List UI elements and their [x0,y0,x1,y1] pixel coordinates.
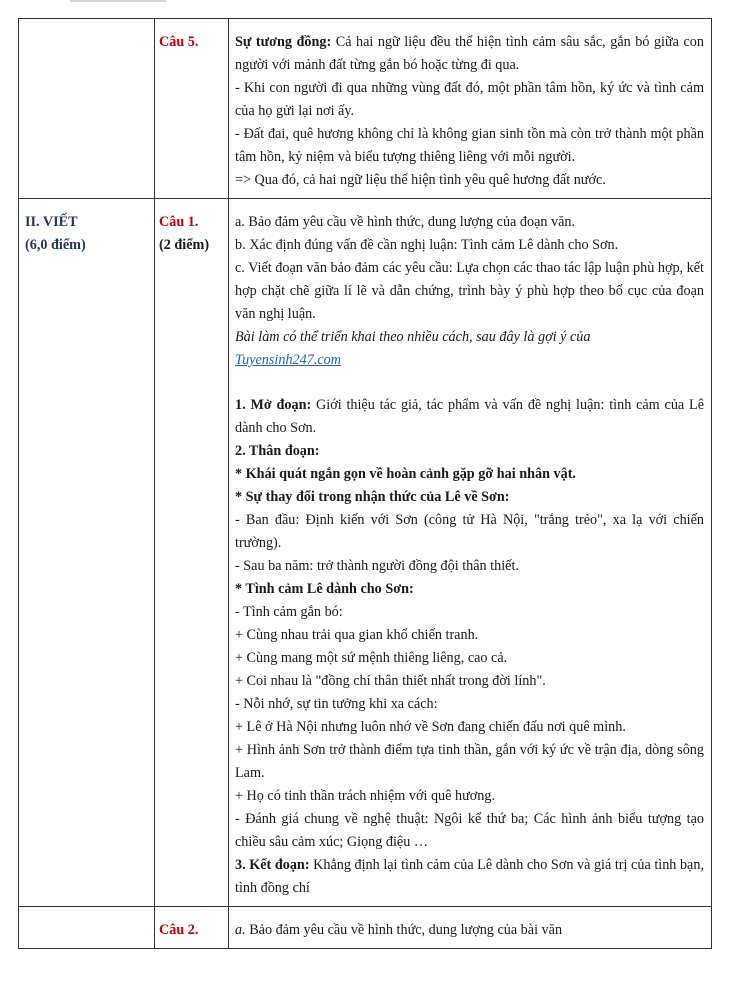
answer-cell [229,199,712,907]
body-heading: 2. Thân đoạn: [235,443,320,459]
feelings-line: - Nỗi nhớ, sự tin tưởng khi xa cách: [235,696,438,712]
table-row-cau5 [19,19,712,199]
question-cell [155,19,229,199]
spacer [235,372,704,394]
closing-paragraph [235,854,704,900]
subheading-perception: * Sự thay đổi trong nhận thức của Lê về Sơn: [235,489,510,505]
answer-key-table [18,18,712,949]
similarity-heading: Sự tương đồng: [235,34,332,50]
subheading-feelings: * Tình cảm Lê dành cho Sơn: [235,581,414,597]
perception-line: - Ban đầu: Định kiến với Sơn (công tử Hà Nội, "trắng trẻo", xa lạ với chiến trường). [235,512,704,551]
section-cell-empty [19,19,155,199]
table-row-viet-cau1 [19,199,712,907]
answer-cell [229,19,712,199]
subheading-context: * Khái quát ngắn gọn về hoàn cảnh gặp gỡ hai nhân vật. [235,466,576,482]
table-row-cau2 [19,907,712,949]
answer-line: - Đất đai, quê hương không chỉ là không gian sinh tồn mà còn trở thành một phần tâm hồn, kỷ niệm và biểu tượng thiêng liêng với mỗi người. [235,126,704,165]
question-label: Câu 5. [159,34,199,50]
requirement-b: b. Xác định đúng vấn đề cần nghị luận: Tình cảm Lê dành cho Sơn. [235,237,619,253]
perception-line: - Sau ba năm: trở thành người đồng đội thân thiết. [235,558,519,574]
section-title: II. VIẾT [25,214,78,230]
feelings-line: + Họ có tinh thần trách nhiệm với quê hương. [235,788,496,804]
answer-cell [229,907,712,949]
conclusion-line: => Qua đó, cả hai ngữ liệu thể hiện tình yêu quê hương đất nước. [235,172,606,188]
section-points: (6,0 điểm) [25,237,86,253]
art-evaluation-line: - Đánh giá chung về nghệ thuật: Ngôi kể thứ ba; Các hình ảnh biểu tượng tạo chiều sâu cảm xúc; Giọng điệu … [235,811,704,850]
suggestion-text: Bài làm có thể triển khai theo nhiều cách, sau đây là gợi ý của [235,329,591,345]
requirement-a: a. Bảo đảm yêu cầu về hình thức, dung lượng của đoạn văn. [235,214,576,230]
feelings-line: + Lê ở Hà Nội nhưng luôn nhớ về Sơn đang chiến đấu nơi quê mình. [235,719,626,735]
closing-heading: 3. Kết đoạn: [235,857,310,873]
suggestion-note [235,326,704,372]
question-label: Câu 1. [159,214,199,230]
header-rule [70,0,166,2]
feelings-line: + Cùng nhau trải qua gian khổ chiến tranh. [235,627,479,643]
feelings-line: + Hình ảnh Sơn trở thành điểm tựa tinh thần, gắn với ký ức về trận địa, dòng sông Lam. [235,742,704,781]
opening-paragraph [235,394,704,440]
question-cell [155,199,229,907]
feelings-line: + Coi nhau là "đồng chí thân thiết nhất trong đời lính". [235,673,546,689]
closing-text: Khẳng định lại tình cảm của Lê dành cho Sơn và giá trị của tình bạn, tình đồng chí [235,857,704,896]
question-points: (2 điểm) [159,237,210,253]
question-label: Câu 2. [159,922,199,938]
feelings-line: - Tình cảm gắn bó: [235,604,343,620]
opening-heading: 1. Mở đoạn: [235,397,312,413]
feelings-line: + Cùng mang một sứ mệnh thiêng liêng, cao cả. [235,650,508,666]
opening-text: Giới thiệu tác giả, tác phẩm và vấn đề nghị luận: tình cảm của Lê dành cho Sơn. [235,397,704,436]
similarity-paragraph [235,31,704,77]
requirement-a: a. Bảo đảm yêu cầu về hình thức, dung lượng của bài văn [235,922,563,938]
requirement-c: c. Viết đoạn văn bảo đảm các yêu cầu: Lựa chọn các thao tác lập luận phù hợp, kết hợp chặt chẽ giữa lí lẽ và dẫn chứng, trình bày ý phù hợp theo bố cục của đoạn văn nghị luận. [235,260,704,322]
similarity-text: Cả hai ngữ liệu đều thể hiện tình cảm sâu sắc, gắn bó giữa con người với mảnh đất từng gắn bó hoặc từng đi qua. [235,34,704,73]
source-link[interactable]: Tuyensinh247.com [235,352,342,368]
question-cell [155,907,229,949]
answer-line: - Khi con người đi qua những vùng đất đó, một phần tâm hồn, ký ức và tình cảm của họ gửi lại nơi ấy. [235,80,704,119]
section-cell [19,199,155,907]
section-cell-empty [19,907,155,949]
